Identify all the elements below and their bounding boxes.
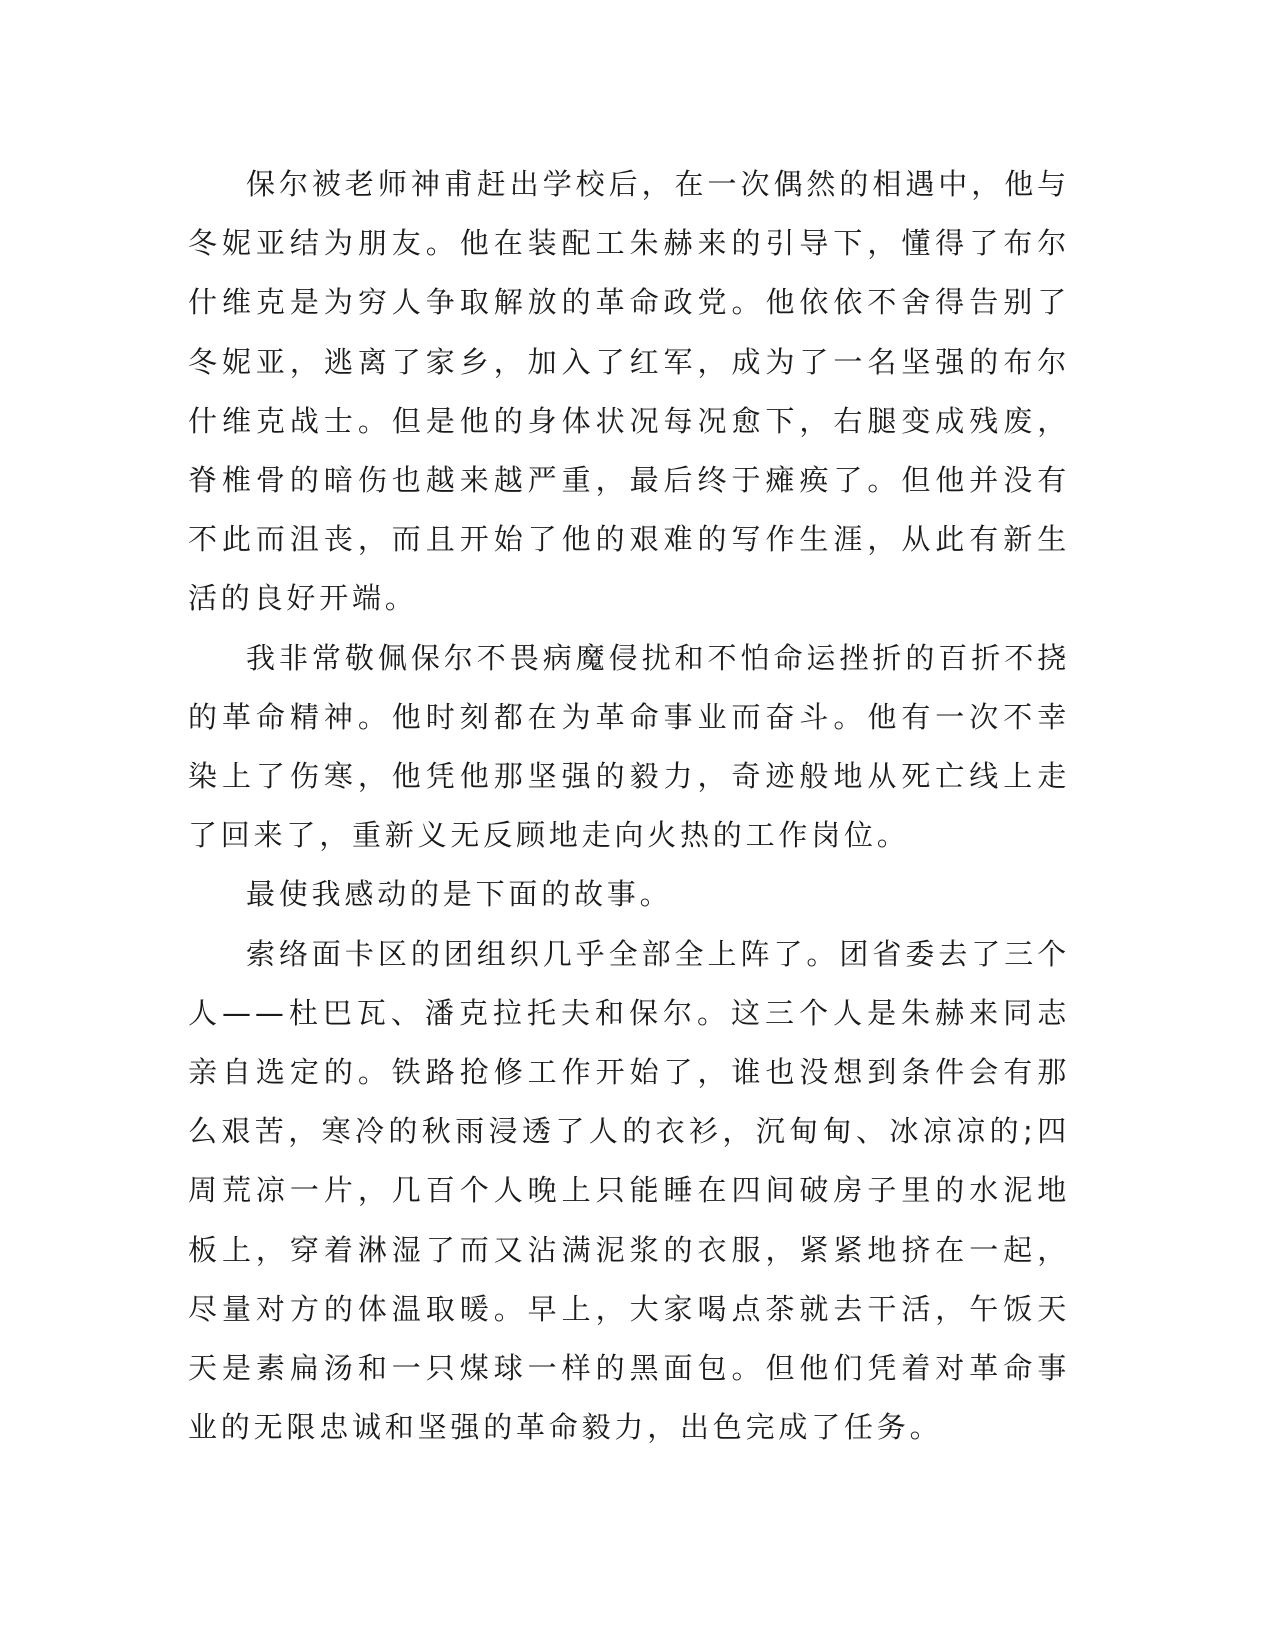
- paragraph-2: 我非常敬佩保尔不畏病魔侵扰和不怕命运挫折的百折不挠的革命精神。他时刻都在为革命事业而奋斗。他有一次不幸染上了伤寒，他凭他那坚强的毅力，奇迹般地从死亡线上走了回来了，重新义无反顾地走向火热的工作岗位。: [188, 640, 1070, 853]
- paragraph-1: 保尔被老师神甫赶出学校后，在一次偶然的相遇中，他与冬妮亚结为朋友。他在装配工朱赫来的引导下，懂得了布尔什维克是为穷人争取解放的革命政党。他依依不舍得告别了冬妮亚，逃离了家乡，加入了红军，成为了一名坚强的布尔什维克战士。但是他的身体状况每况愈下，右腿变成残废，脊椎骨的暗伤也越来越严重，最后终于瘫痪了。但他并没有不此而沮丧，而且开始了他的艰难的写作生涯，从此有新生活的良好开端。: [188, 167, 1070, 616]
- paragraph-3: 最使我感动的是下面的故事。: [246, 877, 673, 912]
- document-body: [188, 155, 1070, 1457]
- paragraph-4: 索络面卡区的团组织几乎全部全上阵了。团省委去了三个人——杜巴瓦、潘克拉托夫和保尔。这三个人是朱赫来同志亲自选定的。铁路抢修工作开始了，谁也没想到条件会有那么艰苦，寒冷的秋雨浸透了人的衣衫，沉甸甸、冰凉凉的;四周荒凉一片，几百个人晚上只能睡在四间破房子里的水泥地板上，穿着淋湿了而又沾满泥浆的衣服，紧紧地挤在一起，尽量对方的体温取暖。早上，大家喝点茶就去干活，午饭天天是素扁汤和一只煤球一样的黑面包。但他们凭着对革命事业的无限忠诚和坚强的革命毅力，出色完成了任务。: [188, 936, 1070, 1445]
